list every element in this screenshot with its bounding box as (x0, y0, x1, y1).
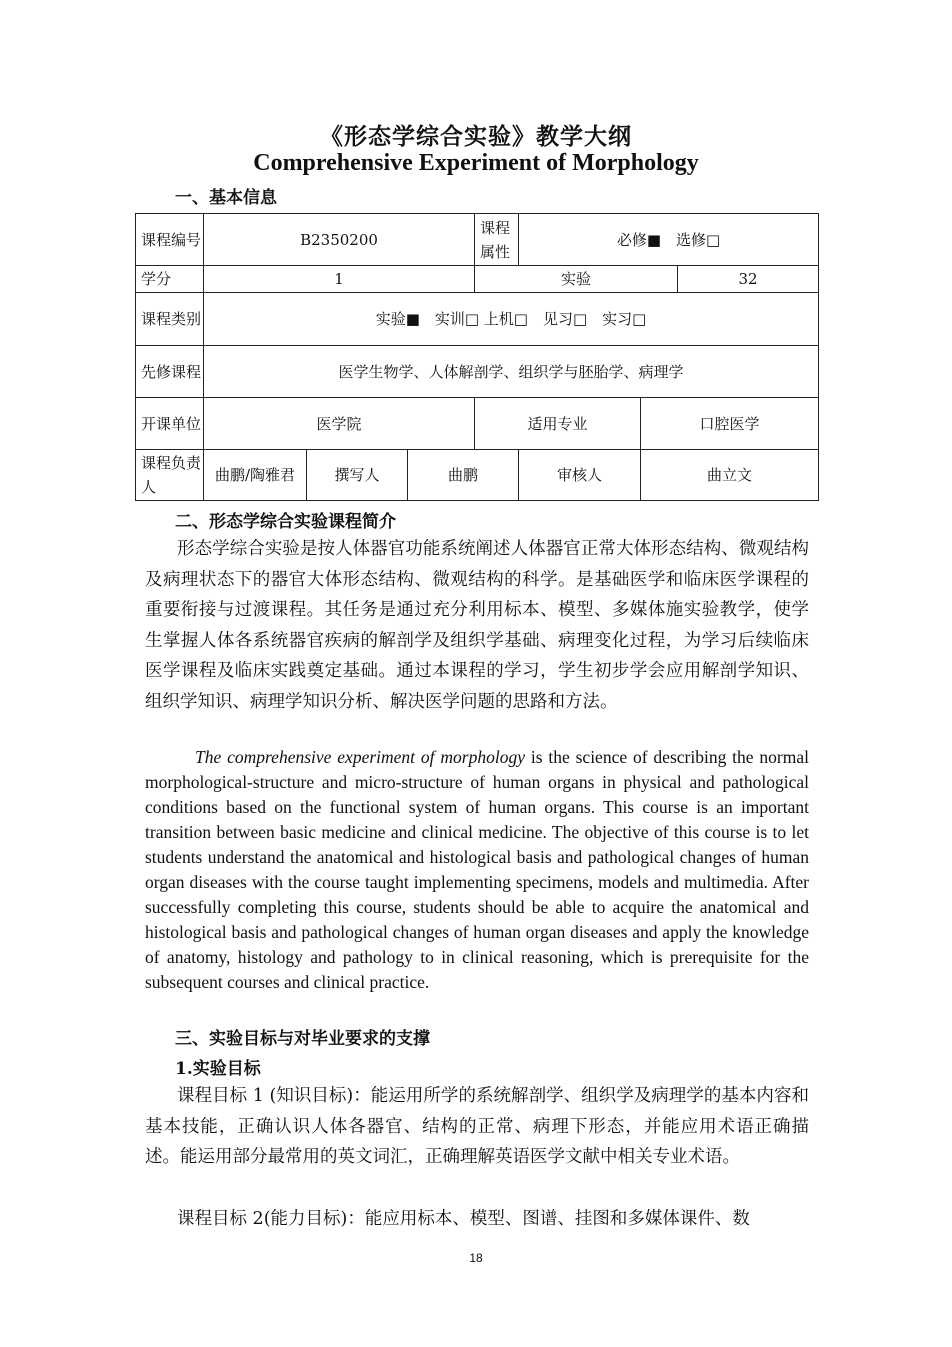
cell-value: 医学院 (204, 398, 475, 450)
cell-value: 曲鹏/陶雅君 (204, 450, 307, 501)
cell-value: 曲立文 (641, 450, 819, 501)
table-row (136, 214, 819, 266)
table-row (136, 346, 819, 398)
page-number: 18 (469, 1251, 483, 1265)
section-heading-objectives: 三、实验目标与对毕业要求的支撑 (175, 1029, 430, 1049)
intro-paragraph-english (145, 745, 809, 995)
cell-value: 口腔医学 (641, 398, 819, 450)
intro-paragraph-chinese (145, 534, 809, 717)
cell-value: 曲鹏 (408, 450, 519, 501)
table-row (136, 398, 819, 450)
basic-info-table (135, 213, 819, 501)
cell-value: 实验■ 实训□ 上机□ 见习□ 实习□ (204, 293, 819, 346)
cell-label: 课程属性 (475, 214, 519, 266)
cell-label: 审核人 (519, 450, 641, 501)
title-english: Comprehensive Experiment of Morphology (253, 150, 699, 176)
intro-english-text: is the science of describing the normal morphological-structure and micro-structure of human organs in physical and pathological conditions based on the functional system of human organs. This course is an important transition between basic medicine and clinical medicine. The objective of this course is to let students understand the anatomical and histological basis and pathological changes of human organ diseases with the course taught implementing specimens, models and multimedia. After successfully completing this course, students should be able to acquire the anatomical and histological basis and pathological changes of human organ diseases and apply the knowledge of anatomy, histology and pathology to in clinical reasoning, which is prerequisite for the subsequent courses and clinical practice. (145, 747, 810, 992)
title-chinese: 《形态学综合实验》教学大纲 (320, 123, 632, 150)
cell-value: 32 (678, 266, 819, 293)
table-row (136, 293, 819, 346)
cell-label: 实验 (475, 266, 678, 293)
goal-1-paragraph (145, 1081, 809, 1173)
subheading-experiment-goals: 1.实验目标 (175, 1059, 261, 1079)
cell-value: B2350200 (204, 214, 475, 266)
goal-1-text: 课程目标 1 (知识目标)：能运用所学的系统解剖学、组织学及病理学的基本内容和基本技能，正确认识人体各器官、结构的正常、病理下形态，并能应用术语正确描述。能运用部分最常用的英文词汇，正确理解英语医学文献中相关专业术语。 (145, 1086, 809, 1167)
cell-label: 撰写人 (307, 450, 408, 501)
cell-label: 学分 (136, 266, 204, 293)
cell-value: 医学生物学、人体解剖学、组织学与胚胎学、病理学 (204, 346, 819, 398)
cell-label: 课程编号 (136, 214, 204, 266)
cell-label: 课程类别 (136, 293, 204, 346)
goal-2-text: 课程目标 2(能力目标)：能应用标本、模型、图谱、挂图和多媒体课件、数 (177, 1209, 750, 1229)
goal-2-paragraph (145, 1204, 809, 1235)
cell-label: 开课单位 (136, 398, 204, 450)
cell-label: 课程负责人 (136, 450, 204, 501)
cell-value: 必修■ 选修□ (519, 214, 819, 266)
course-name-italic: The comprehensive experiment of morphology (195, 747, 525, 767)
section-heading-intro: 二、形态学综合实验课程简介 (175, 512, 396, 532)
cell-label: 适用专业 (475, 398, 641, 450)
table-row (136, 450, 819, 501)
intro-text: 形态学综合实验是按人体器官功能系统阐述人体器官正常大体形态结构、微观结构及病理状态下的器官大体形态结构、微观结构的科学。是基础医学和临床医学课程的重要衔接与过渡课程。其任务是通过充分利用标本、模型、多媒体施实验教学，使学生掌握人体各系统器官疾病的解剖学及组织学基础、病理变化过程，为学习后续临床医学课程及临床实践奠定基础。通过本课程的学习，学生初步学会应用解剖学知识、组织学知识、病理学知识分析、解决医学问题的思路和方法。 (145, 539, 809, 712)
cell-label: 先修课程 (136, 346, 204, 398)
cell-value: 1 (204, 266, 475, 293)
section-heading-basic-info: 一、基本信息 (175, 188, 277, 208)
table-row (136, 266, 819, 293)
